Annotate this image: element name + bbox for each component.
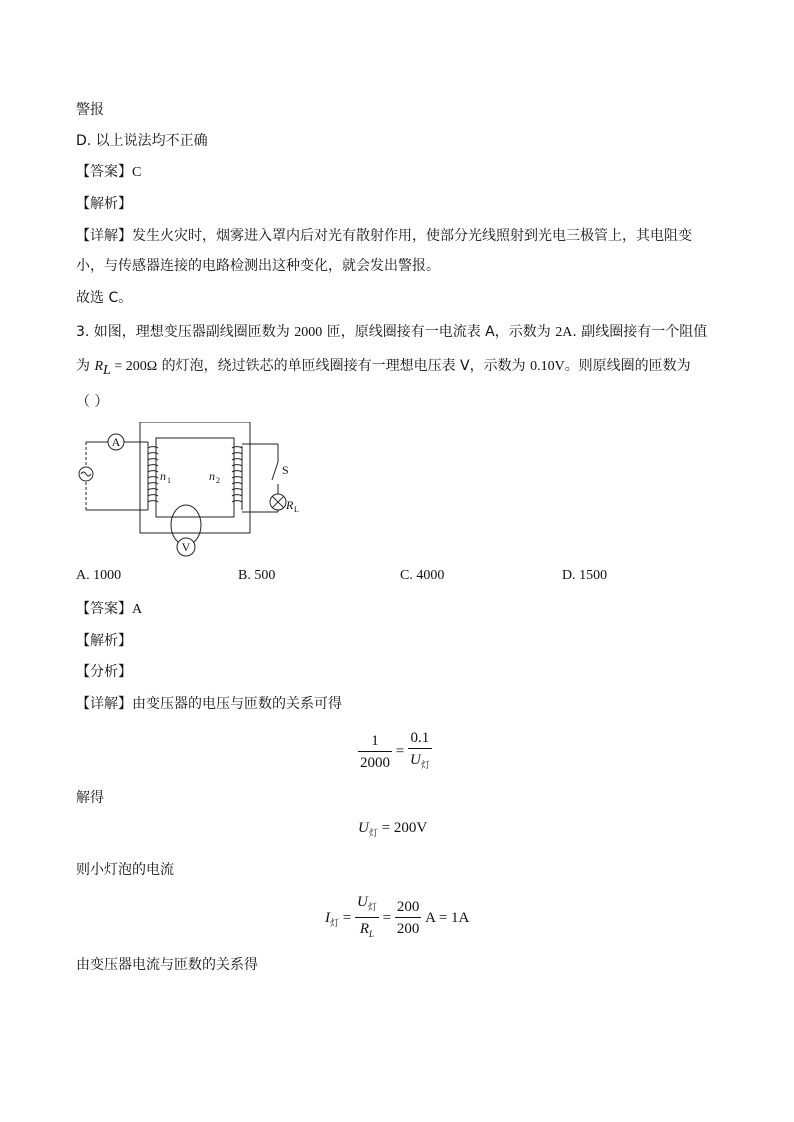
lamp-current-line: 则小灯泡的电流 [76,862,174,878]
i-symbol: I [325,909,330,926]
detail-tag-2: 【详解】 [76,696,132,712]
q2-r-symbol: R [94,359,104,374]
analysis-tag: 【解析】 [76,633,132,649]
q1-turns: 2000 [294,325,323,340]
n1-subscript: 1 [167,476,171,485]
q1-part-a: 3. 如图，理想变压器副线圈匝数为 [76,324,295,340]
u-subscript: 灯 [420,760,430,770]
i-subscript: 灯 [330,917,340,928]
detail-text: 发生火灾时，烟雾进入罩内后对光有散射作用，使部分光线照射到光电三极管上，其电阻变 [132,228,692,244]
rl-subscript: L [294,505,299,514]
u-subscript-3: 灯 [367,902,377,912]
frac-200-num: 200 [395,897,422,918]
rl-label: R [286,498,294,512]
q2-r-subscript: L [103,362,111,378]
text-line-alarm: 警报 [76,102,104,118]
equation-current [325,892,469,945]
q2-part-b: 的灯泡，绕过铁芯的单匝线圈接有一理想电压表 V，示数为 [157,358,531,374]
jiede-line: 解得 [76,790,104,806]
conclusion-line: 故选 C。 [76,290,133,306]
q1-part-d: . 副线圈接有一个阻值 [572,324,708,340]
question-line-2 [76,356,691,381]
u-symbol-3: U [356,894,368,910]
frac1-num: 1 [358,731,392,752]
n2-subscript: 2 [216,476,220,485]
fraction-U-R [355,892,379,945]
n1-label: n [160,469,166,483]
fraction-1-2000 [358,731,392,774]
answer-value: C [132,165,142,180]
frac-r-den [355,918,379,945]
q2-part-a: 为 [76,358,95,374]
frac-200-den: 200 [396,921,420,937]
r-symbol: R [359,921,369,937]
frac2-den [408,749,432,776]
equals-sign-3: = [382,909,392,926]
u-subscript-2: 灯 [368,828,378,838]
voltage-result: = 200V [377,820,428,836]
fraction-200-200 [395,897,422,940]
option-c[interactable]: C. 4000 [400,568,445,583]
detail-line-2: 小，与传感器连接的电路检测出这种变化，就会发出警报。 [76,258,440,274]
option-d-prev: D. 以上说法均不正确 [76,133,208,149]
answer-line [76,599,142,620]
fraction-0.1-U [408,728,432,776]
equals-sign: = [395,743,405,760]
q2-voltage: 0.10V [530,359,565,374]
u-symbol: U [409,752,421,768]
switch-blade [272,462,278,480]
r-subscript: L [368,929,374,939]
n2-label: n [209,469,215,483]
detail-tag: 【详解】 [76,228,132,244]
detail-text-2: 由变压器的电压与匝数的关系可得 [132,696,342,712]
option-a[interactable]: A. 1000 [76,568,122,583]
q1-current: 2A [555,325,573,340]
q2-r-value: = 200Ω [110,359,158,374]
equation-voltage [358,820,427,839]
detail-line [76,694,342,714]
detail-line-1 [76,226,692,246]
answer-tag: 【答案】 [76,164,132,180]
last-line: 由变压器电流与匝数的关系得 [76,957,258,973]
answer-line-prev [76,162,141,183]
question-line-1 [76,322,707,343]
frac2-num: 0.1 [408,728,432,749]
equals-sign-2: = [342,909,352,926]
q2-part-d: 。则原线圈的匝数为 [564,358,691,374]
fenxi-tag: 【分析】 [76,664,132,680]
frac1-den: 2000 [360,754,390,771]
q1-part-b: 匝，原线圈接有一电流表 A，示数为 [322,324,556,340]
transformer-circuit-diagram [76,422,306,558]
ammeter-label: A [111,435,121,449]
question-blank: （ ） [76,394,109,410]
frac-u-num [355,892,379,918]
analysis-tag-prev: 【解析】 [76,196,132,212]
option-d[interactable]: D. 1500 [562,568,608,583]
answer-value-2: A [132,602,143,617]
answer-tag-2: 【答案】 [76,601,132,617]
option-b[interactable]: B. 500 [238,568,276,583]
voltmeter-label: V [181,540,191,554]
switch-label: S [282,463,289,477]
equation-ratio [358,728,432,776]
current-result: A = 1A [425,909,470,926]
u-symbol-2: U [358,820,369,836]
